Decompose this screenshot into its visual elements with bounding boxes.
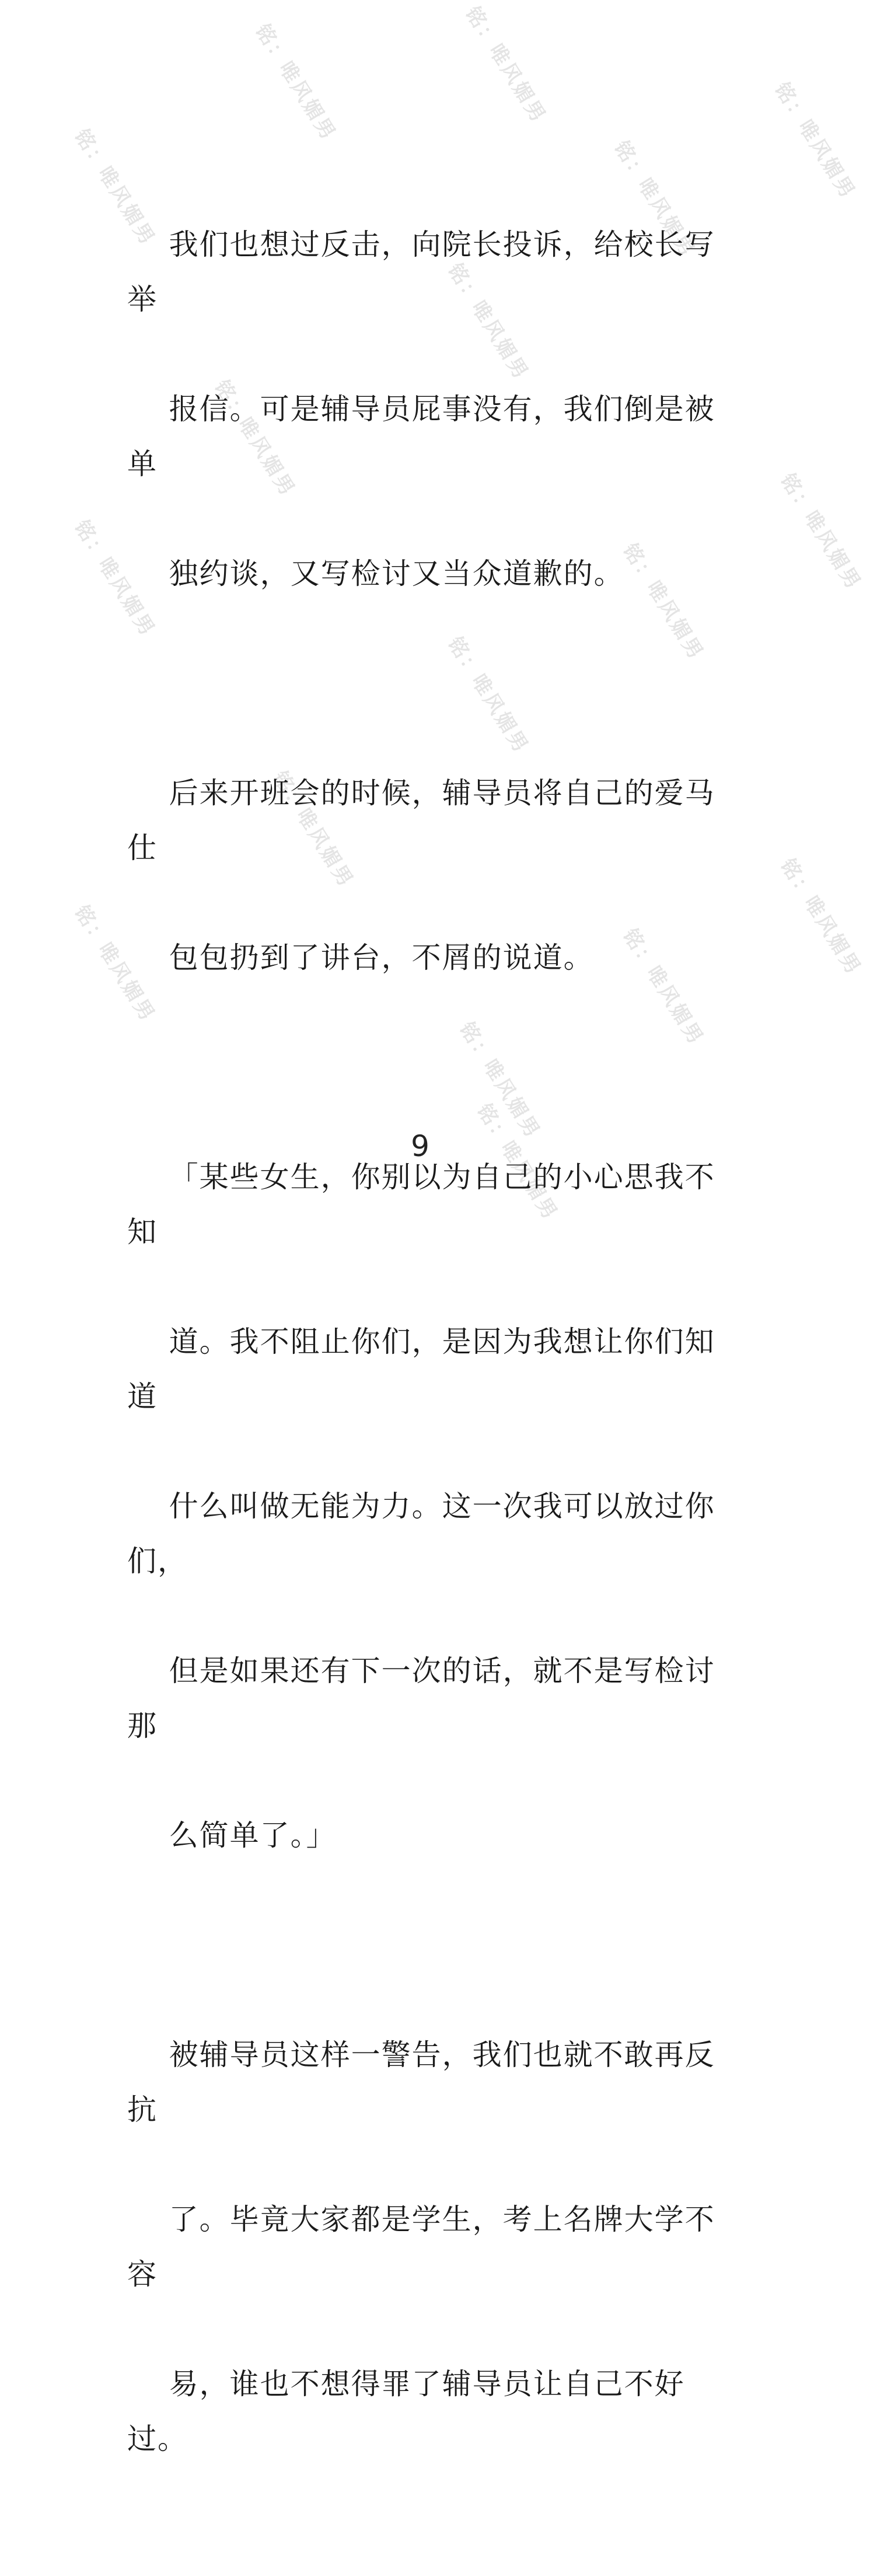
text-line: 独约谈，又写检讨又当众道歉的。 [169,557,624,591]
paragraph [127,1095,717,1918]
article-body [127,162,717,2576]
watermark: 铭：唯风媚男 [472,1099,563,1225]
watermark: 铭：唯风媚男 [250,20,341,145]
watermark: 铭：唯风媚男 [609,137,700,262]
text-line: 道。我不阻止你们，是因为我想让你们知道 [127,1325,715,1413]
watermark: 铭：唯风媚男 [69,516,160,641]
text-line: 么简单了。」 [169,1818,337,1852]
page-number: 9 [411,1129,429,1163]
watermark: 铭：唯风媚男 [69,901,160,1027]
watermark: 铭：唯风媚男 [268,767,359,892]
watermark: 铭：唯风媚男 [455,1018,546,1143]
watermark: 铭：唯风媚男 [460,2,551,128]
text-line: 我们也想过反击，向院长投诉，给校长写举 [127,228,715,316]
text-line: 易，谁也不想得罪了辅导员让自己不好过。 [127,2367,685,2456]
paragraph [127,1973,717,2521]
watermark: 铭：唯风媚男 [770,78,861,204]
watermark: 铭：唯风媚男 [618,539,709,665]
watermark: 铭：唯风媚男 [443,633,534,758]
watermark: 铭：唯风媚男 [69,125,160,250]
watermark: 铭：唯风媚男 [618,924,709,1050]
watermark: 铭：唯风媚男 [775,854,866,980]
paragraph [127,711,717,1040]
watermark: 铭：唯风媚男 [775,469,866,595]
watermark: 铭：唯风媚男 [209,376,301,501]
text-line: 包包扔到了讲台，不屑的说道。 [169,941,594,975]
text-line: 但是如果还有下一次的话，就不是写检讨那 [127,1654,715,1743]
watermark: 铭：唯风媚男 [443,259,534,385]
text-line: 被辅导员这样一警告，我们也就不敢再反抗 [127,2038,715,2127]
text-line: 报信。可是辅导员屁事没有，我们倒是被单 [127,392,715,481]
text-line: 后来开班会的时候，辅导员将自己的爱马仕 [127,776,715,865]
text-line: 「某些女生，你别以为自己的小心思我不知 [127,1160,715,1249]
paragraph [127,162,717,656]
text-line: 什么叫做无能为力。这一次我可以放过你们， [127,1489,715,1578]
text-line: 了。毕竟大家都是学生，考上名牌大学不容 [127,2202,715,2291]
